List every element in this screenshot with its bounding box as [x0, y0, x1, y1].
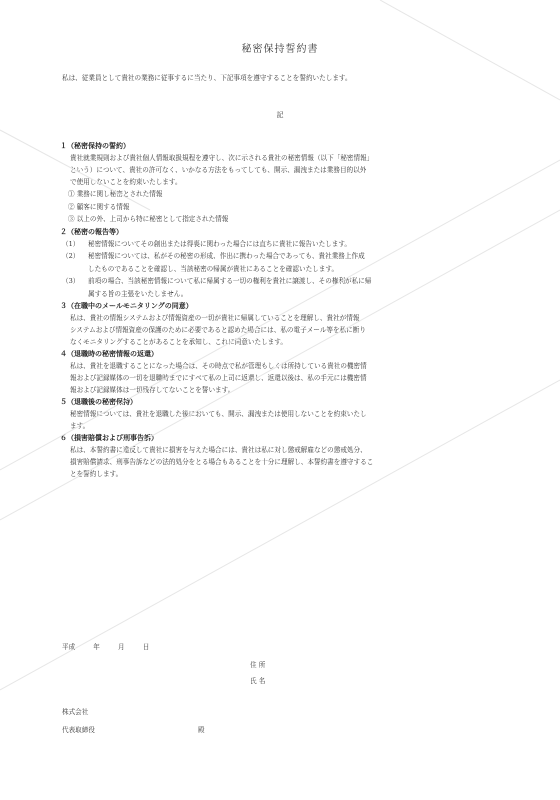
intro-text: 私は、従業員として貴社の業務に従事するに当たり、下記事項を遵守することを誓約いたします。 [62, 74, 352, 82]
company-label: 株式会社 [62, 708, 89, 716]
section-text: とを誓約します。 [70, 470, 123, 478]
section-text: 私は、貴社を退職することになった場合は、その時点で私が管理もしくは所持している貴社の機密情 [70, 362, 367, 370]
section-text: 貴社就業規則および貴社個人情報取扱規程を遵守し、次に示される貴社の秘密情報（以下「秘密情報」 [70, 154, 374, 162]
section-text: で使用しないことを約束いたします。 [70, 178, 182, 186]
date-month: 月 [118, 643, 125, 651]
section-text: なくモニタリングすることがあることを承知し、これに同意いたします。 [70, 338, 287, 346]
section-heading: ６（損害賠償および刑事告訴） [60, 433, 158, 442]
item-number: （3） [62, 277, 80, 285]
item-number: （1） [62, 239, 80, 248]
section-text: ます。 [70, 422, 90, 430]
section-heading: ２（秘密の報告等） [60, 226, 123, 236]
address-label: 住 所 [250, 661, 266, 669]
clauses [60, 140, 520, 480]
section-3 [60, 300, 520, 348]
section-text: システムおよび情報資産の保護のために必要であると認めた場合には、私の電子メール等を私に断り [70, 326, 366, 334]
numbered-item-cont [60, 263, 520, 276]
section-text: 私は、本誓約書に違反して貴社に損害を与えた場合には、貴社は私に対し懲戒解雇などの懲戒処分、 [70, 446, 367, 454]
section-heading: １（秘密保持の誓約） [60, 141, 130, 150]
section-heading: ３（在職中のメールモニタリングの同意） [60, 301, 193, 310]
section-text: 損害賠償請求、刑事告訴などの法的処分をとる場合もあることを十分に理解し、本誓約書を遵守するこ [70, 458, 374, 466]
item-text: 秘密情報についてその創出または得喪に関わった場合には直ちに貴社に報告いたします。 [88, 239, 352, 248]
date-year: 年 [93, 643, 100, 651]
ki-heading: 記 [276, 111, 284, 119]
date-day: 日 [142, 643, 150, 651]
section-heading: ５（退職後の秘密保持） [60, 397, 137, 406]
name-label: 氏 名 [250, 677, 266, 685]
section-6 [60, 432, 520, 480]
signature-date [62, 641, 262, 651]
section-5 [60, 396, 520, 432]
item-text: 属する旨の主張をいたしません。 [88, 289, 188, 298]
honorific: 殿 [198, 726, 205, 734]
section-1 [60, 140, 520, 226]
list-item: ③ 以上の外、上司から特に秘密として指定された情報 [68, 215, 229, 223]
representative-label: 代表取締役 [62, 726, 95, 734]
section-text: 報および記録媒体の一切を退職時までにすべて私の上司に返還し、返還以後は、私の手元には機密情 [70, 374, 367, 382]
numbered-item [60, 238, 520, 251]
numbered-item [60, 250, 520, 263]
item-text: 前項の場合、当該秘密情報について私に帰属する一切の権利を貴社に譲渡し、その権利が私に帰 [88, 277, 372, 285]
item-number: （2） [62, 252, 80, 260]
numbered-item-cont [60, 288, 520, 301]
list-item: ② 顧客に関する情報 [68, 202, 130, 211]
section-text: 秘密情報については、貴社を退職した後においても、開示、漏洩または使用しないことを約束いたし [70, 410, 367, 418]
date-era: 平成 [62, 643, 76, 651]
section-text: 私は、貴社の情報システムおよび情報資産の一切が貴社に帰属していることを理解し、貴社が情報 [70, 314, 360, 322]
item-text: 秘密情報については、私がその秘密の形成、作出に携わった場合であっても、貴社業務上作成 [88, 252, 365, 260]
list-item: ① 業務に関し秘密とされた情報 [68, 190, 163, 198]
section-2 [60, 226, 520, 301]
section-4 [60, 348, 520, 396]
item-text: したものであることを確認し、当該秘密の帰属が貴社にあることを確認いたします。 [88, 264, 339, 273]
page-title: 秘密保持誓約書 [241, 44, 319, 55]
section-text: という）について、貴社の許可なく、いかなる方法をもってしても、開示、漏洩または業務目的以外 [70, 166, 367, 174]
section-heading: ４（退職時の秘密情報の返還） [60, 349, 158, 358]
section-text: 報および記録媒体は一切残存してないことを誓います。 [70, 386, 235, 394]
numbered-item [60, 275, 520, 288]
